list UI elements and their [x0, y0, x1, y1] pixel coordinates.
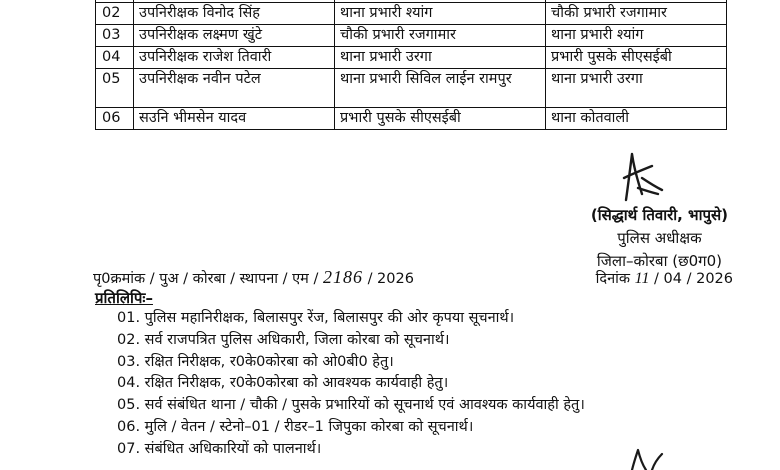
signature-block: [591, 204, 728, 273]
cell-serial: 06: [96, 108, 134, 130]
copy-to-heading: प्रतिलिपिः–: [95, 289, 153, 307]
reference-line: [93, 267, 733, 288]
cell-name: उपनिरीक्षक लक्ष्मण खुंटे: [134, 25, 335, 47]
copy-to-list: [117, 308, 585, 461]
list-item: 06. मुलि / वेतन / स्टेनो–01 / रीडर–1 जिपुका कोरबा को सूचनार्थ।: [117, 418, 474, 435]
cell-current-posting: चौकी प्रभारी रजगामार: [335, 25, 546, 47]
cell-new-posting: चौकी प्रभारी रजगामार: [546, 3, 727, 25]
date-month-year: / 04 / 2026: [654, 271, 733, 287]
reference-date: [596, 268, 733, 288]
table-row: [96, 108, 727, 130]
cell-current-posting: थाना प्रभारी सिविल लाईन रामपुर: [335, 69, 546, 108]
cell-current-posting: थाना प्रभारी उरगा: [335, 47, 546, 69]
cell-serial: 04: [96, 47, 134, 69]
cell-serial: 03: [96, 25, 134, 47]
list-item: 02. सर्व राजपत्रित पुलिस अधिकारी, जिला कोरबा को सूचनार्थ।: [117, 331, 450, 348]
signatory-name: (सिद्धार्थ तिवारी, भापुसे): [590, 206, 728, 224]
cell-serial: 02: [96, 3, 134, 25]
date-day: 11: [634, 270, 650, 287]
list-item: 04. रक्षित निरीक्षक, र0के0कोरबा को आवश्यक कार्यवाही हेतु।: [117, 375, 449, 392]
cell-new-posting: थाना कोतवाली: [546, 108, 727, 130]
table-row: [96, 69, 727, 108]
cell-new-posting: थाना प्रभारी श्यांग: [546, 25, 727, 47]
handwritten-signature: [612, 148, 670, 206]
cell-new-posting: थाना प्रभारी उरगा: [546, 69, 727, 108]
signatory-designation: पुलिस अधीक्षक: [617, 229, 702, 247]
list-item: 05. सर्व संबंधित थाना / चौकी / पुसके प्रभारियों को सूचनार्थ एवं आवश्यक कार्यवाही हेतु।: [117, 397, 585, 414]
cell-name: उपनिरीक्षक नवीन पटेल: [134, 69, 335, 108]
list-item: 03. रक्षित निरीक्षक, र0के0कोरबा को ओ0बी0 हेतु।: [117, 353, 394, 370]
cell-serial: 05: [96, 69, 134, 108]
table-row: [96, 25, 727, 47]
cell-name: सउनि भीमसेन यादव: [134, 108, 335, 130]
reference-number: [93, 267, 414, 288]
transfer-table: [95, 0, 727, 130]
table-row: [96, 3, 727, 25]
list-item: 01. पुलिस महानिरीक्षक, बिलासपुर रेंज, बिलासपुर की ओर कृपया सूचनार्थ।: [117, 310, 515, 326]
cell-new-posting: प्रभारी पुसके सीएसईबी: [546, 47, 727, 69]
reference-prefix: पृ0क्रमांक / पुअ / कोरबा / स्थापना / एम /: [93, 271, 319, 287]
cell-current-posting: प्रभारी पुसके सीएसईबी: [335, 108, 546, 130]
table-row: [96, 47, 727, 69]
cell-name: उपनिरीक्षक विनोद सिंह: [134, 3, 335, 25]
signatory-district: जिला–कोरबा (छ0ग0): [596, 252, 722, 270]
handwritten-signature: [622, 448, 670, 470]
cell-current-posting: थाना प्रभारी श्यांग: [335, 3, 546, 25]
reference-handwritten-number: 2186: [322, 267, 363, 287]
list-item: 07. संबंधित अधिकारियों को पालनार्थ।: [117, 440, 322, 457]
date-label: दिनांक: [595, 271, 631, 287]
reference-year: / 2026: [367, 271, 414, 287]
cell-name: उपनिरीक्षक राजेश तिवारी: [134, 47, 335, 69]
